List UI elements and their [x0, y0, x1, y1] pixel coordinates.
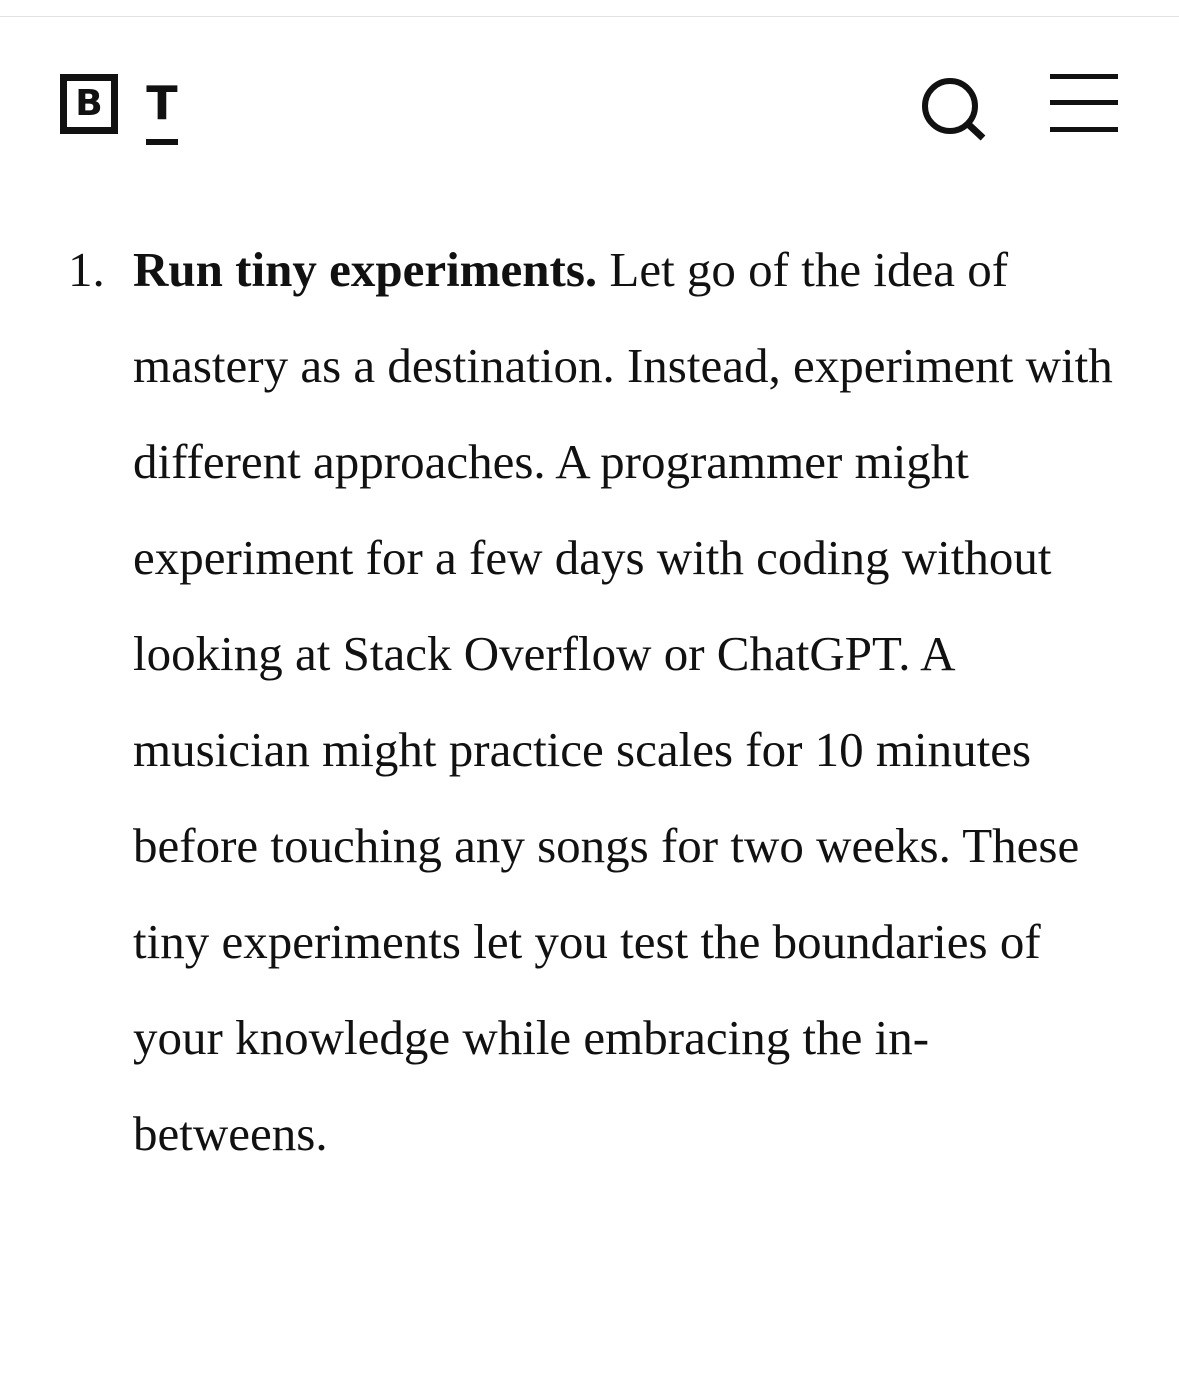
search-icon	[918, 76, 988, 142]
hamburger-menu-icon	[1046, 72, 1122, 136]
list-item-bold-lead: Run tiny experiments.	[133, 242, 598, 297]
article-body	[0, 222, 1179, 1182]
site-header	[0, 0, 1179, 190]
site-logo[interactable]	[60, 74, 184, 150]
logo-underline	[146, 139, 178, 145]
logo-letter-box: B	[60, 74, 118, 134]
list-number: 1.	[68, 242, 105, 297]
list-item-text	[133, 222, 1123, 1182]
menu-button[interactable]	[1046, 72, 1122, 136]
logo-letter-t: T	[146, 76, 178, 130]
list-item-body: Let go of the idea of mastery as a destination. Instead, experiment with different approaches. A programmer might experiment for a few days with coding without looking at Stack Overflow or ChatGPT. A musician might practice scales for 10 minutes before touching any songs for two weeks. These tiny experiments let you test the boundaries of your knowledge while embracing the in-betweens.	[133, 242, 1113, 1161]
search-button[interactable]	[918, 76, 988, 142]
list-item	[0, 222, 1179, 1182]
